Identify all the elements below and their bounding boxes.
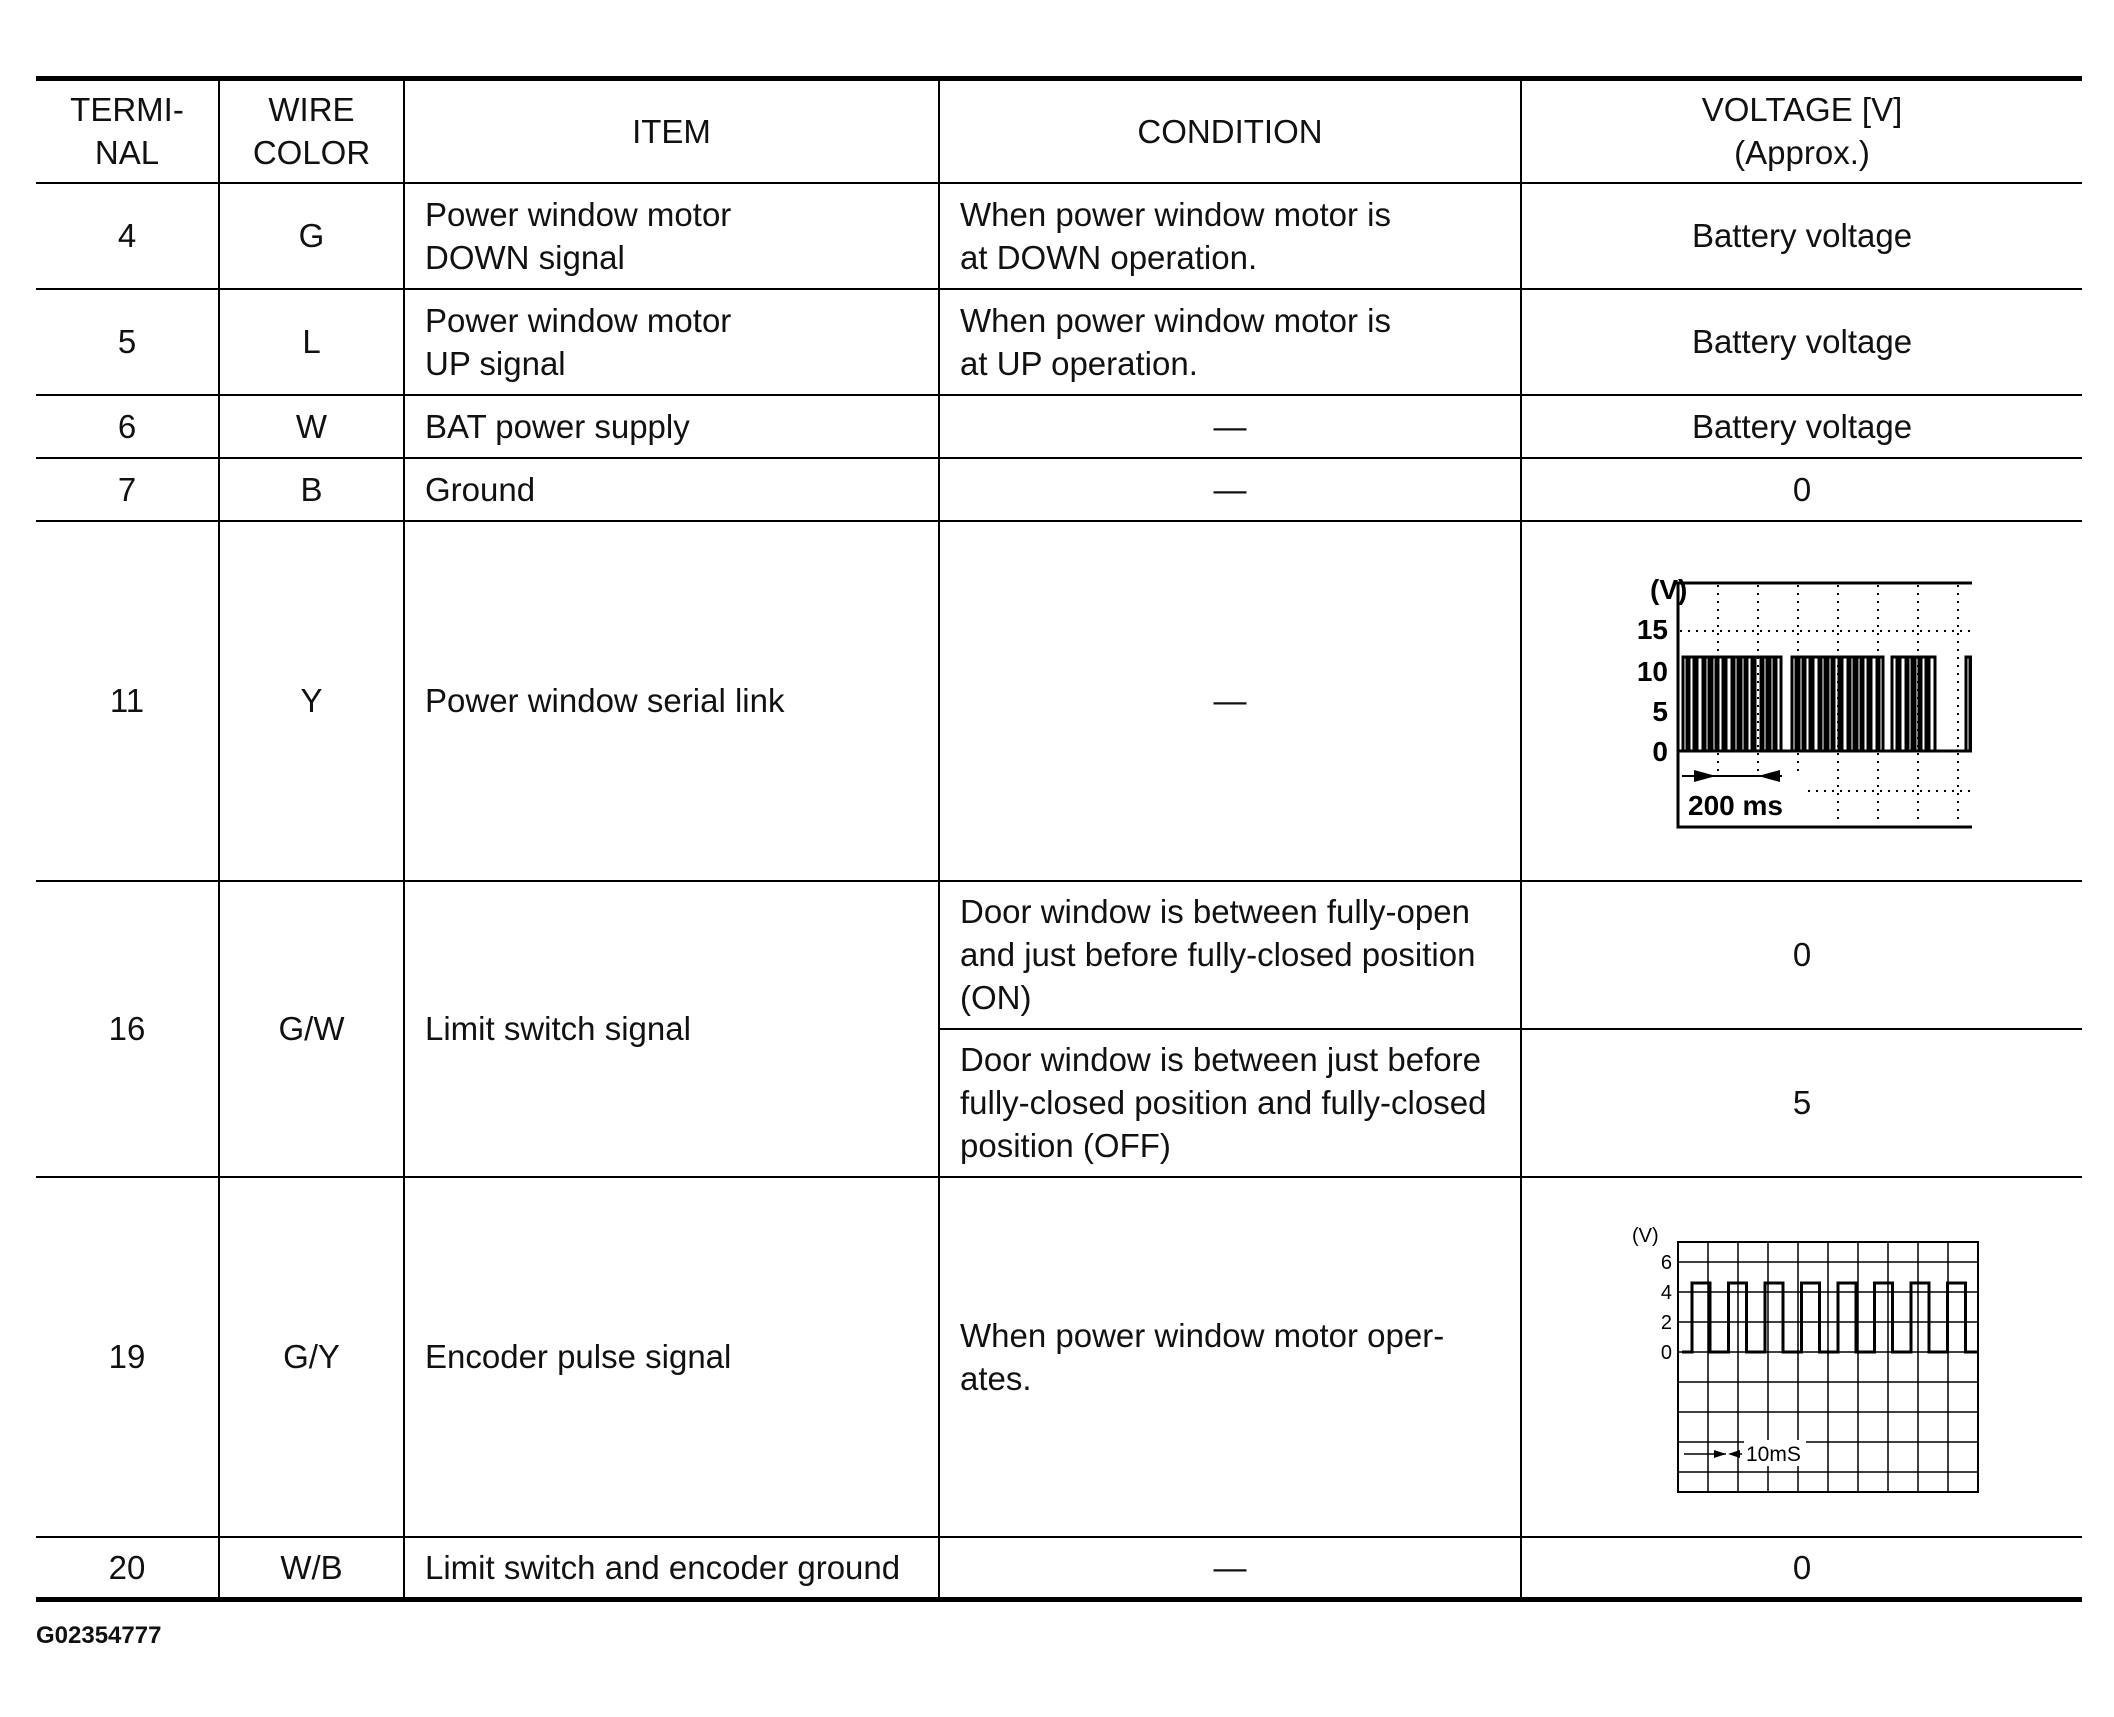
y-tick-label: 5 bbox=[1652, 695, 1668, 727]
terminal-cell: 19 bbox=[36, 1177, 219, 1537]
serial-pulse-trace bbox=[1680, 657, 1972, 751]
condition-cell: — bbox=[939, 458, 1521, 521]
header-condition: CONDITION bbox=[939, 79, 1521, 183]
table-row bbox=[36, 521, 2082, 881]
terminal-cell: 7 bbox=[36, 458, 219, 521]
y-tick-label: 2 bbox=[1660, 1311, 1672, 1334]
terminal-cell: 4 bbox=[36, 183, 219, 289]
figure-id: G02354777 bbox=[36, 1622, 162, 1649]
item-cell: Power window motor UP signal bbox=[404, 289, 939, 395]
arrow-head bbox=[1714, 1450, 1726, 1458]
voltage-cell-off: 5 bbox=[1521, 1029, 2082, 1177]
condition-cell: — bbox=[939, 395, 1521, 458]
table-row bbox=[36, 183, 2082, 289]
time-division-label: 10mS bbox=[1746, 1442, 1801, 1466]
voltage-cell: Battery voltage bbox=[1521, 395, 2082, 458]
wire-color-cell: G bbox=[219, 183, 404, 289]
voltage-cell bbox=[1521, 1177, 2082, 1537]
voltage-cell: 0 bbox=[1521, 1537, 2082, 1600]
item-cell: Power window serial link bbox=[404, 521, 939, 881]
y-tick-label: 0 bbox=[1660, 1341, 1672, 1364]
y-tick-label: 6 bbox=[1660, 1251, 1672, 1274]
voltage-cell: Battery voltage bbox=[1521, 183, 2082, 289]
encoder-waveform bbox=[1622, 1212, 1982, 1502]
wire-color-cell: Y bbox=[219, 521, 404, 881]
header-voltage: VOLTAGE [V] (Approx.) bbox=[1521, 79, 2082, 183]
voltage-cell-on: 0 bbox=[1521, 881, 2082, 1029]
table-row bbox=[36, 1537, 2082, 1600]
voltage-cell bbox=[1521, 521, 2082, 881]
terminal-cell: 16 bbox=[36, 881, 219, 1177]
y-tick-label: 0 bbox=[1652, 735, 1668, 767]
encoder-pulse-trace bbox=[1682, 1283, 1978, 1352]
y-tick-label: 10 bbox=[1636, 655, 1668, 687]
table-row bbox=[36, 289, 2082, 395]
wire-color-cell: B bbox=[219, 458, 404, 521]
header-terminal: TERMI- NAL bbox=[36, 79, 219, 183]
arrow-head bbox=[1728, 1450, 1740, 1458]
condition-cell: — bbox=[939, 521, 1521, 881]
time-division-label: 200 ms bbox=[1688, 789, 1783, 821]
y-tick-label: 15 bbox=[1636, 613, 1668, 645]
table-row bbox=[36, 458, 2082, 521]
condition-cell: — bbox=[939, 1537, 1521, 1600]
waveform-unit-label: (V) bbox=[1632, 1224, 1659, 1247]
waveform-trace bbox=[1680, 657, 1972, 751]
condition-cell-on: Door window is between fully-open and just before fully-closed position (ON) bbox=[939, 881, 1521, 1029]
waveform-trace bbox=[1682, 1283, 1978, 1352]
terminal-voltage-table bbox=[36, 76, 2082, 1602]
table-row bbox=[36, 1177, 2082, 1537]
condition-cell: When power window motor is at UP operation. bbox=[939, 289, 1521, 395]
condition-cell: When power window motor oper- ates. bbox=[939, 1177, 1521, 1537]
serial-link-waveform bbox=[1632, 561, 1972, 841]
y-tick-label: 4 bbox=[1660, 1281, 1672, 1304]
voltage-cell: 0 bbox=[1521, 458, 2082, 521]
table-row bbox=[36, 881, 2082, 1029]
item-cell: Power window motor DOWN signal bbox=[404, 183, 939, 289]
wire-color-cell: G/Y bbox=[219, 1177, 404, 1537]
header-row bbox=[36, 79, 2082, 183]
waveform-unit-label: (V) bbox=[1650, 573, 1688, 605]
voltage-cell: Battery voltage bbox=[1521, 289, 2082, 395]
terminal-cell: 11 bbox=[36, 521, 219, 881]
header-wire-color: WIRE COLOR bbox=[219, 79, 404, 183]
wire-color-cell: L bbox=[219, 289, 404, 395]
item-cell: BAT power supply bbox=[404, 395, 939, 458]
wire-color-cell: W/B bbox=[219, 1537, 404, 1600]
condition-cell-off: Door window is between just before fully-closed position and fully-closed position (OFF) bbox=[939, 1029, 1521, 1177]
terminal-cell: 20 bbox=[36, 1537, 219, 1600]
item-cell: Ground bbox=[404, 458, 939, 521]
item-cell: Encoder pulse signal bbox=[404, 1177, 939, 1537]
wire-color-cell: G/W bbox=[219, 881, 404, 1177]
terminal-cell: 6 bbox=[36, 395, 219, 458]
condition-cell: When power window motor is at DOWN operation. bbox=[939, 183, 1521, 289]
header-item: ITEM bbox=[404, 79, 939, 183]
item-cell: Limit switch signal bbox=[404, 881, 939, 1177]
terminal-cell: 5 bbox=[36, 289, 219, 395]
item-cell: Limit switch and encoder ground bbox=[404, 1537, 939, 1600]
wire-color-cell: W bbox=[219, 395, 404, 458]
table-row bbox=[36, 395, 2082, 458]
